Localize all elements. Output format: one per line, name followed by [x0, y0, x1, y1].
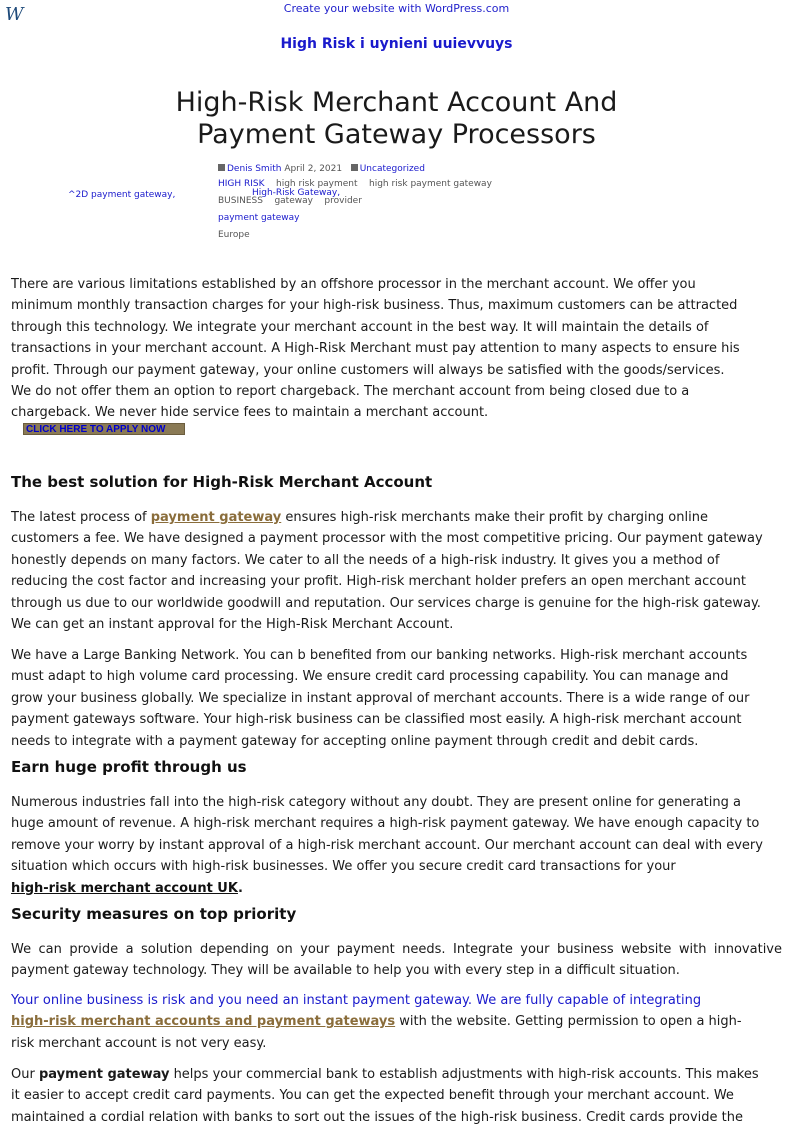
post-date: April 2, 2021: [284, 164, 343, 174]
paragraph-line: [11, 507, 782, 528]
paragraph-line: customers a fee. We have designed a payment processor with the most competitive pricing. Our payment gateway: [11, 531, 763, 547]
paragraph-line: situation which occurs with high-risk businesses. We offer you secure credit card transactions for your: [11, 859, 676, 875]
tag-gateway[interactable]: gateway: [274, 196, 313, 206]
text-span: .: [237, 880, 243, 896]
paragraph-line: grow your business globally. We specialize in instant approval of merchant accounts. There is a wide range of our: [11, 690, 750, 706]
section-heading: Security measures on top priority: [11, 905, 297, 923]
text-span: with the website. Getting permission to open a high-: [395, 1014, 742, 1030]
section-heading: Earn huge profit through us: [11, 758, 247, 776]
merchant-accounts-gateways-link[interactable]: high-risk merchant accounts and payment gateways: [11, 1014, 396, 1030]
intro-line: through this technology. We integrate your merchant account in the best way. It will maintain the details of: [11, 319, 709, 335]
tag-high-risk[interactable]: HIGH RISK: [218, 179, 265, 189]
paragraph-line: We can provide a solution depending on your payment needs. Integrate your business website with innovative: [11, 942, 782, 957]
post-title-line-1: High-Risk Merchant Account And: [175, 87, 618, 118]
intro-line: minimum monthly transaction charges for your high-risk business. Thus, maximum customers can be attracted: [11, 298, 738, 314]
category-link[interactable]: Uncategorized: [359, 164, 425, 174]
author-link[interactable]: Denis Smith: [227, 164, 282, 174]
paragraph-line: Numerous industries fall into the high-risk category without any doubt. They are present online for generating a: [11, 795, 741, 810]
paragraph-line: huge amount of revenue. A high-risk merchant requires a high-risk payment gateway. We have enough capacity to: [11, 816, 760, 832]
paragraph-line: honestly depends on many factors. We cater to all the needs of a high-risk industry. It gives you a method of: [11, 552, 720, 568]
tag-high-risk-payment-gateway[interactable]: high risk payment gateway: [369, 179, 492, 189]
tag-europe[interactable]: Europe: [218, 230, 250, 240]
section-best-solution: [11, 472, 782, 492]
section2-paragraph: [11, 792, 782, 899]
paragraph-line: through us due to our worldwide goodwill and reputation. Our services charge is genuine for the high-risk gateway.: [11, 595, 761, 611]
merchant-account-uk-link[interactable]: high-risk merchant account UK: [11, 880, 238, 896]
site-title[interactable]: High Risk i uynieni uuievvuys: [280, 36, 513, 52]
post-title: [100, 87, 693, 151]
text-span: helps your commercial bank to establish adjustments with high-risk accounts. This makes: [169, 1067, 759, 1082]
section1-paragraph-2: [11, 645, 782, 752]
intro-line: profit. Through our payment gateway, your online customers will always be satisfied with the goods/services.: [11, 362, 725, 378]
tag-row-5: [218, 230, 250, 241]
paragraph-line: risk merchant account is not very easy.: [11, 1035, 267, 1051]
intro-line: chargeback. We never hide service fees to maintain a merchant account.: [11, 405, 489, 421]
tag-business[interactable]: BUSINESS: [218, 196, 263, 206]
intro-line: transactions in your merchant account. A High-Risk Merchant must pay attention to many aspects to ensure his: [11, 341, 740, 357]
paragraph-line: We can get an instant approval for the High-Risk Merchant Account.: [11, 617, 454, 633]
section1-paragraph-1: [11, 507, 782, 635]
paragraph-line: We have a Large Banking Network. You can b benefited from our banking networks. High-risk merchant accounts: [11, 648, 748, 663]
section3-paragraph-1: [11, 939, 782, 982]
wordpress-logo-icon[interactable]: W: [5, 4, 24, 25]
paragraph-line: must adapt to high volume card processing. We ensure credit card processing capability. You can manage and: [11, 669, 729, 685]
text-span: Our: [11, 1067, 39, 1082]
category-icon: [351, 164, 358, 171]
paragraph-line: it easier to accept credit card payments. You can get the expected benefit through your merchant account. We: [11, 1088, 734, 1104]
post-meta: [218, 164, 425, 175]
text-span: The latest process of: [11, 510, 151, 525]
author-icon: [218, 164, 225, 171]
tag-payment-gateway[interactable]: payment gateway: [218, 213, 300, 223]
side-tag: [68, 190, 175, 201]
tag-high-risk-payment[interactable]: high risk payment: [276, 179, 358, 189]
wordpress-promo-bar: [0, 2, 793, 15]
paragraph-line: payment gateways software. Your high-risk business can be classified most easily. A high-risk merchant account: [11, 712, 742, 728]
paragraph-line: [11, 1064, 782, 1085]
tag-2d-payment-gateway[interactable]: ^2D payment gateway,: [68, 190, 176, 200]
create-website-link[interactable]: Create your website with WordPress.com: [283, 2, 510, 15]
section-earn-profit: [11, 757, 782, 777]
text-span: payment gateway: [38, 1067, 170, 1082]
section-heading: The best solution for High-Risk Merchant Account: [11, 473, 433, 491]
paragraph-line: remove your worry by instant approval of a high-risk merchant account. Our merchant account can deal with every: [11, 837, 763, 853]
section3-paragraph-3: [11, 1064, 782, 1128]
section-security: [11, 904, 782, 924]
intro-paragraph: [11, 274, 782, 424]
paragraph-line: payment gateway technology. They will be available to help you with every step in a difficult situation.: [11, 963, 680, 979]
paragraph-line: maintained a cordial relation with banks to sort out the issues of the high-risk business. Credit cards provide the: [11, 1109, 743, 1125]
post-title-line-2: Payment Gateway Processors: [197, 119, 596, 150]
apply-now-button[interactable]: CLICK HERE TO APPLY NOW: [23, 423, 185, 435]
tag-row-3: [218, 196, 362, 207]
paragraph-line: needs to integrate with a payment gateway for accepting online payment through credit and debit cards.: [11, 733, 699, 749]
tag-high-risk-gateway[interactable]: High-Risk Gateway,: [252, 188, 341, 198]
paragraph-line: [11, 1011, 782, 1032]
text-span: ensures high-risk merchants make their profit by charging online: [281, 510, 708, 525]
paragraph-line: [11, 878, 782, 899]
tag-row-4: [218, 213, 299, 224]
intro-line: We do not offer them an option to report chargeback. The merchant account from being closed due to a: [11, 384, 690, 400]
section3-paragraph-2: [11, 990, 782, 1054]
intro-line: There are various limitations established by an offshore processor in the merchant account. We offer you: [11, 277, 696, 292]
payment-gateway-link[interactable]: payment gateway: [150, 510, 282, 525]
tag-provider[interactable]: provider: [324, 196, 362, 206]
paragraph-line: reducing the cost factor and increasing your profit. High-risk merchant holder prefers an open merchant account: [11, 574, 746, 590]
paragraph-line: Your online business is risk and you need an instant payment gateway. We are fully capable of integrating: [11, 993, 702, 1008]
